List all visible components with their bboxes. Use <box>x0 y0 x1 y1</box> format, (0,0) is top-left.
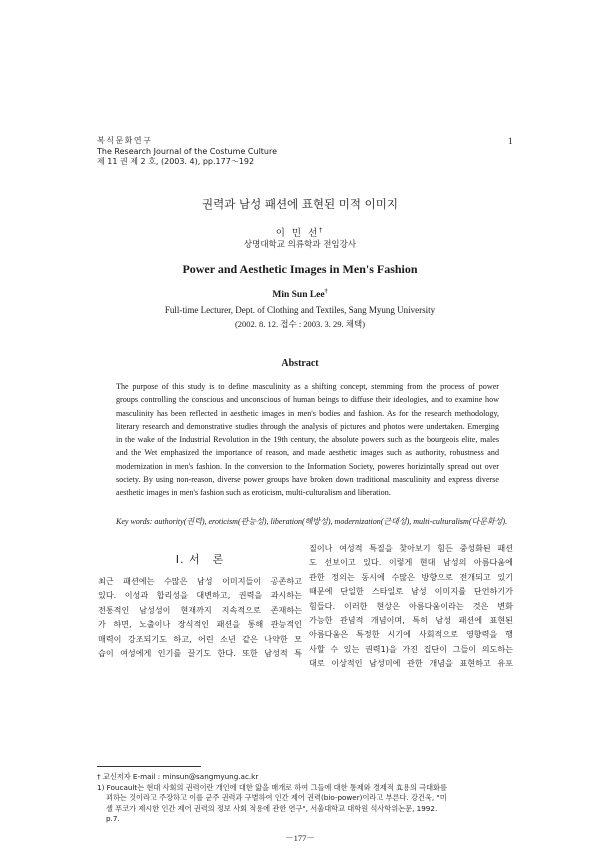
body-line: 때문에 단일한 스타일로 남성 이미지를 단언하기가 <box>309 586 513 597</box>
body-column-left <box>98 574 302 660</box>
body-line: 도 선보이고 있다. 이렇게 현대 남성의 아름다움에 <box>309 557 513 568</box>
author-korean-name: 이 민 선 <box>275 228 320 239</box>
journal-name-ko: 복식문화연구 <box>97 136 153 145</box>
abstract-line: modernization in men's fashion. In the conversion to the Information Society, poweres horizintally spread out over <box>116 461 499 471</box>
title-korean: 권력과 남성 패션에 표현된 미적 이미지 <box>201 197 399 211</box>
title-english: Power and Aesthetic Images in Men's Fashion <box>182 262 418 276</box>
footnote-divider <box>97 766 201 767</box>
submission-dates: (2002. 8. 12. 접수 : 2003. 3. 29. 채택) <box>234 319 366 329</box>
author-korean-mark: † <box>319 226 325 234</box>
affiliation-english: Full-time Lecturer, Dept. of Clothing and Textiles, Sang Myung University <box>164 305 436 315</box>
abstract-line: society. By using non-reason, diverse power groups have broken down traditional masculinity and express diverse <box>116 475 499 485</box>
body-line: 힘들다. 이러한 현상은 아름다움이라는 것은 변화 <box>309 600 513 611</box>
body-line: 있다. 이성과 합리성을 대변하고, 권력을 과시하는 <box>98 590 302 601</box>
body-line: 대로 이상적인 남성미에 관한 개념을 표현하고 유포 <box>309 658 513 669</box>
author-korean <box>0 225 600 239</box>
abstract-line: groups controlling the conscious and unconscious of human beings to diffuse their ideologies, and to examine how <box>116 395 499 405</box>
affiliation-korean: 상명대학교 의류학과 전임강사 <box>243 240 357 250</box>
abstract-line: masculinity has been reflected in aesthetic images in men's bodies and fashion. As for the research methodology, <box>116 408 499 418</box>
journal-name-en: The Research Journal of the Costume Culture <box>97 146 278 156</box>
abstract-body <box>116 380 499 500</box>
footnote-line: 1) Foucault는 현대 사회의 권력이란 개인에 대한 앎을 매개로 하여 그들에 대한 통제와 경제적 효용의 극대화를 <box>97 782 447 792</box>
author-english-mark: † <box>324 288 328 295</box>
body-line: 아름다움은 특정한 시기에 사회적으로 영향력을 행 <box>309 629 513 640</box>
body-line: 관한 정의는 동시에 수많은 방향으로 전개되고 있기 <box>309 571 513 582</box>
author-english <box>0 290 600 300</box>
journal-volume: 제 11 권 제 2 호, (2003. 4), pp.177～192 <box>97 157 255 166</box>
author-english-name: Min Sun Lee <box>272 290 325 300</box>
body-line: 매력이 강조되기도 하고, 어린 소년 같은 나약한 모 <box>98 633 302 644</box>
body-line: 전통적인 남성성이 현재까지 지속적으로 존재하는 <box>98 604 302 615</box>
body-line: 질이나 여성적 특질을 찾아보기 힘든 중성화된 패션 <box>309 543 513 553</box>
footnote-line: p.7. <box>106 814 120 823</box>
section-heading-introduction: Ⅰ. 서 론 <box>175 553 225 566</box>
page-number-bottom: －177－ <box>285 833 315 843</box>
abstract-heading: Abstract <box>281 358 319 369</box>
abstract-line: literary research and demonstrative studies through the analysis of pictures and photos were undertaken. Emerging <box>116 421 499 431</box>
abstract-line: aesthetic images in men's fashion such as eroticism, multi-culturalism and liberation. <box>116 488 391 498</box>
keywords: Key words: authority(권력), eroticism(관능성), liberation(해방성), modernization(근대성), multi-culturalism(다문화성). <box>116 517 508 526</box>
footnotes <box>97 772 502 825</box>
journal-header <box>97 136 277 168</box>
abstract-line: in the wake of the Industrial Revolution in the 19th century, the absolute powers such as the bourgeois elite, males <box>116 435 499 445</box>
body-line: 최근 패션에는 수많은 남성 이미지들이 공존하고 <box>98 576 302 586</box>
body-line: 습이 여성에게 인기를 끌기도 한다. 또한 남성적 특 <box>98 648 302 659</box>
footnote-line: 셸 푸코가 제시한 인간 제어 권력의 정보 사회 적용에 관한 연구", 서울대학교 대학원 석사학위논문, 1992. <box>106 803 438 813</box>
footnote-line: 꾀하는 것이라고 주장하고 이를 군주 권력과 구별하여 인간 제어 권력(bio-power)이라고 부른다. 강건욱, "미 <box>106 793 447 802</box>
body-line: 가 하면, 노출이나 장식적인 패션을 통해 관능적인 <box>98 619 302 630</box>
footnote-author-email: † 교신저자 E-mail : minsun@sangmyung.ac.kr <box>97 772 259 781</box>
abstract-line: and the Wet emphasized the importance of reason, and made aesthetic images such as authority, robustness and <box>116 448 499 458</box>
page-number-top: 1 <box>508 136 513 146</box>
body-line: 사할 수 있는 권력1)을 가진 집단이 그들이 의도하는 <box>309 643 513 654</box>
body-column-right <box>309 541 513 671</box>
abstract-line: The purpose of this study is to define masculinity as a shifting concept, stemming from the process of power <box>116 382 499 391</box>
body-line: 가능한 관념적 개념이며, 특히 남성 패션에 표현된 <box>309 615 513 626</box>
